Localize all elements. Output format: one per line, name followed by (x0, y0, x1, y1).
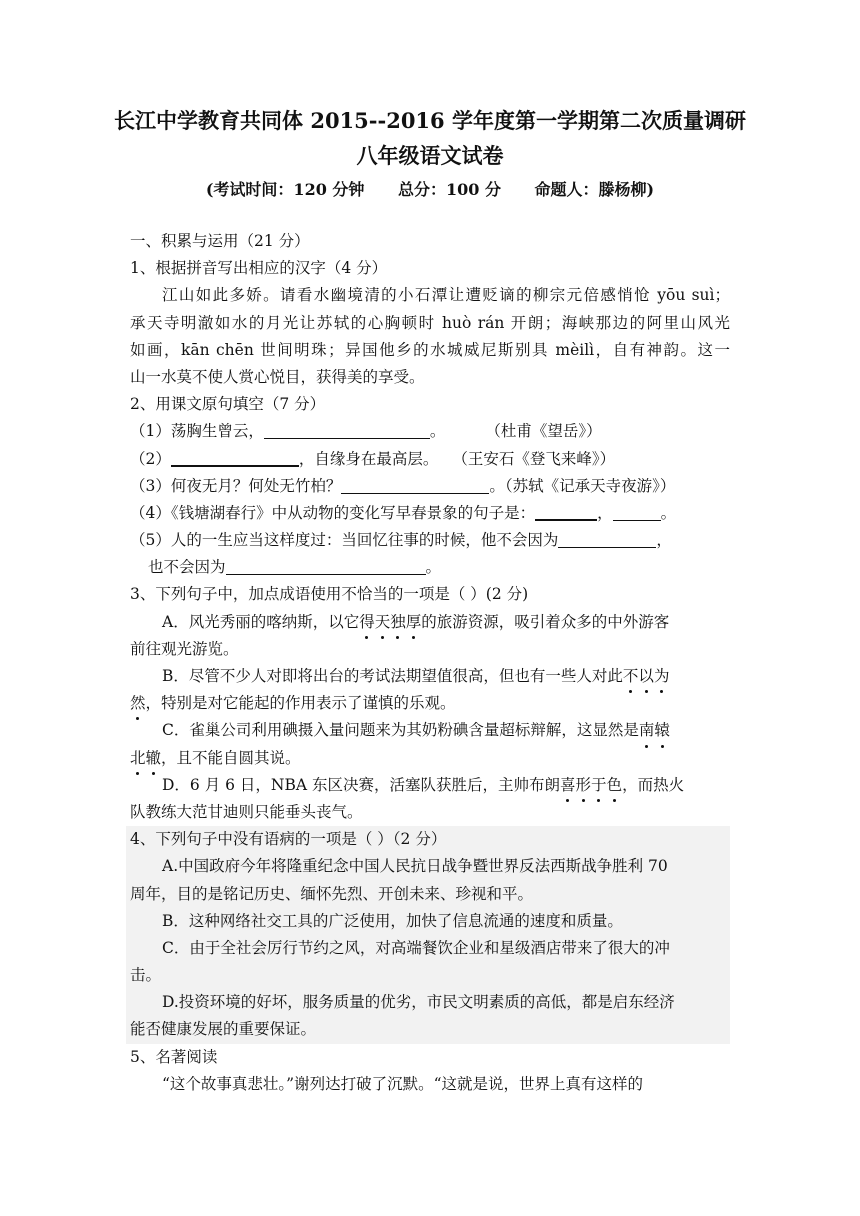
q2-item-3: （3）何夜无月？何处无竹柏？ 。（苏轼《记承天寺夜游》） (130, 476, 676, 495)
q2-item-5-cont: 也不会因为 。 (148, 558, 442, 577)
q3-heading: 3、下列句子中，加点成语使用不恰当的一项是（ ）(2 分) (130, 585, 529, 604)
q3-option-d-cont: 队教练大范甘迪则只能垂头丧气。 (130, 802, 363, 821)
q1-line: 山一水莫不使人赏心悦目，获得美的享受。 (130, 367, 425, 386)
answer-blank[interactable] (226, 556, 426, 575)
section-heading: 一、积累与运用（21 分） (130, 232, 310, 250)
q1-heading: 1、根据拼音写出相应的汉字（4 分） (130, 259, 388, 278)
q1-line: 如画，kān chēn 世间明珠；异国他乡的水城威尼斯别具 mèilì，自有神韵。这一 (130, 340, 730, 359)
q4-option-c: C．由于全社会厉行节约之风，对高端餐饮企业和星级酒店带来了很大的冲 (126, 935, 730, 962)
exam-body (130, 228, 730, 1098)
exam-title: 长江中学教育共同体 2015--2016 学年度第一学期第二次质量调研 (114, 108, 746, 133)
q4-option-a-cont: 周年，目的是铭记历史、缅怀先烈、开创未来、珍视和平。 (126, 881, 730, 908)
answer-blank[interactable] (171, 447, 299, 467)
q1-line: 江山如此多娇。请看水幽境清的小石潭让遭贬谪的柳宗元倍感悄怆 yōu suì； (162, 286, 730, 305)
answer-blank[interactable] (558, 529, 656, 548)
q2-item-5: （5）人的一生应当这样度过：当回忆往事的时候，他不会因为 ， (130, 531, 672, 550)
q3-option-b-cont: 然，特别是对它能起的作用表示了谨慎的乐观。 (130, 690, 730, 717)
q3-option-a-cont: 前往观光游览。 (130, 639, 239, 658)
q2-item-2: （2） ，自缘身在最高层。 （王安石《登飞来峰》） (130, 446, 730, 473)
q2-heading: 2、用课文原句填空（7 分） (130, 395, 326, 414)
q4-heading: 4、下列句子中没有语病的一项是（ ）（2 分） (126, 826, 730, 853)
q3-option-a: A．风光秀丽的喀纳斯，以它得天独厚的旅游资源，吸引着众多的中外游客 (130, 609, 730, 636)
total-score: 总分：100 分 (397, 180, 501, 199)
answer-blank[interactable] (535, 501, 597, 521)
exam-meta (0, 177, 860, 203)
q2-item-1: （1）荡胸生曾云， 。 （杜甫《望岳》） (130, 422, 602, 441)
answer-blank[interactable] (341, 475, 489, 494)
q4-option-a: A.中国政府今年将隆重纪念中国人民抗日战争暨世界反法西斯战争胜利 70 (126, 853, 730, 880)
q5-line: “这个故事真悲壮。”谢列达打破了沉默。“这就是说，世界上真有这样的 (162, 1074, 644, 1093)
q3-option-b: B．尽管不少人对即将出台的考试法期望值很高，但也有一些人对此不以为 (130, 663, 730, 690)
answer-blank[interactable] (613, 502, 661, 521)
q5-heading: 5、名著阅读 (130, 1047, 218, 1066)
q3-option-c: C．雀巢公司利用碘摄入量问题来为其奶粉碘含量超标辩解，这显然是南辕 (130, 717, 730, 744)
q4-option-d-cont: 能否健康发展的重要保证。 (126, 1016, 730, 1043)
q2-item-4: （4）《钱塘湖春行》中从动物的变化写早春景象的句子是： ， 。 (130, 500, 730, 527)
q3-option-c-cont: 北辙，且不能自圆其说。 (130, 745, 730, 772)
q4-option-b: B．这种网络社交工具的广泛使用，加快了信息流通的速度和质量。 (126, 908, 730, 935)
q4-option-d: D.投资环境的好坏，服务质量的优劣，市民文明素质的高低，都是启东经济 (126, 989, 730, 1016)
exam-author: 命题人：滕杨柳) (534, 180, 655, 199)
answer-blank[interactable] (264, 420, 430, 439)
q1-line: 承天寺明澈如水的月光让苏轼的心胸顿时 huò rán 开朗；海峡那边的阿里山风光 (130, 313, 730, 332)
q3-option-d: D．6 月 6 日，NBA 东区决赛，活塞队获胜后，主帅布朗喜形于色，而热火 (130, 772, 730, 799)
exam-subtitle: 八年级语文试卷 (356, 143, 504, 168)
q4-option-c-cont: 击。 (126, 962, 730, 989)
exam-time: (考试时间：120 分钟 (205, 180, 365, 199)
